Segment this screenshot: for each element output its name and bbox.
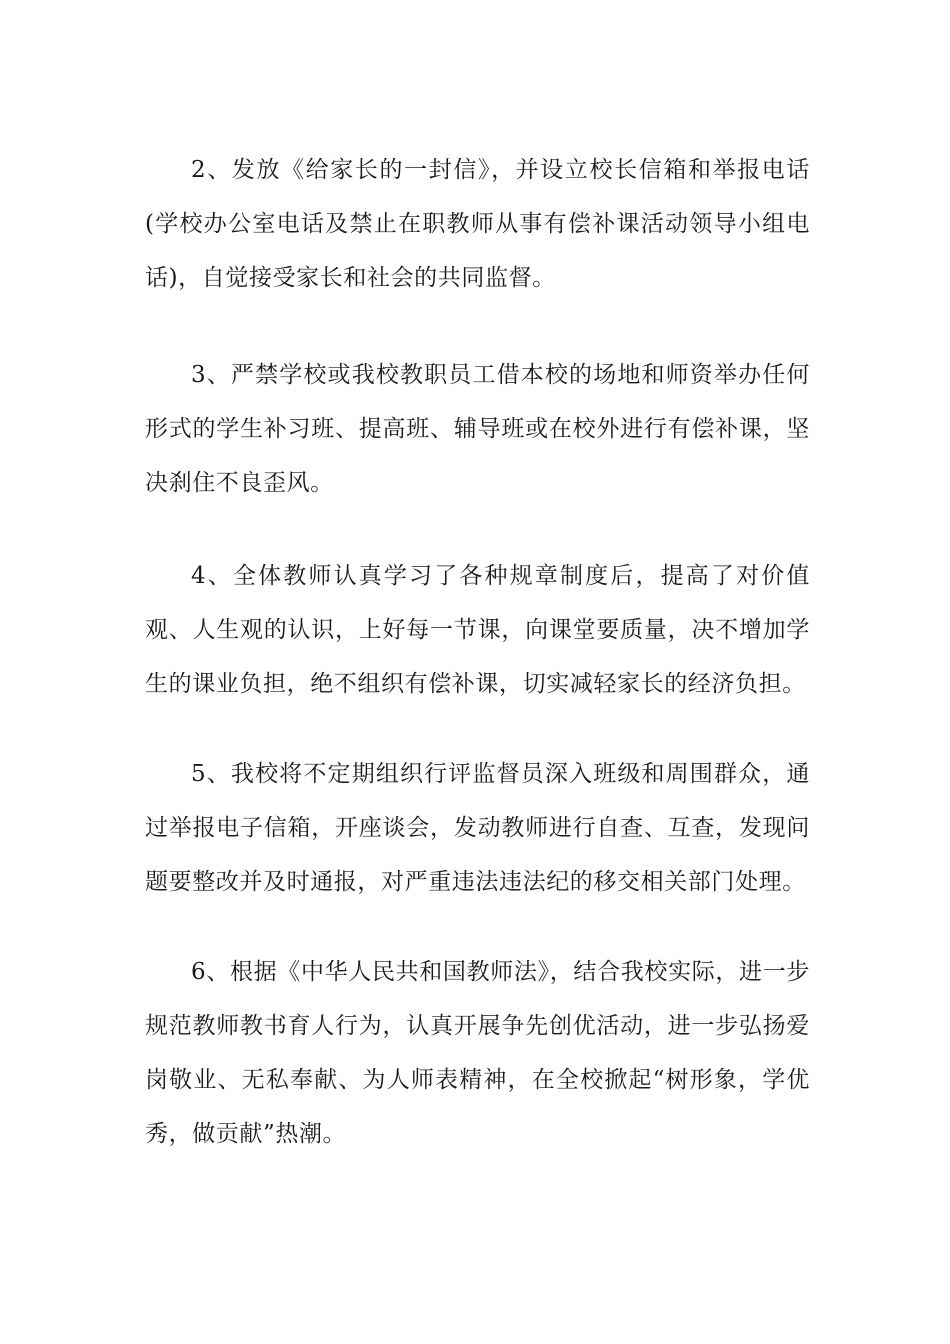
paragraph-item-5: 5、我校将不定期组织行评监督员深入班级和周围群众，通过举报电子信箱，开座谈会，发动教师进行自查、互查，发现问题要整改并及时通报，对严重违法违法纪的移交相关部门处理。: [145, 761, 810, 895]
paragraph-item-2: 2、发放《给家长的一封信》，并设立校长信箱和举报电话(学校办公室电话及禁止在职教师从事有偿补课活动领导小组电话)，自觉接受家长和社会的共同监督。: [145, 157, 810, 291]
paragraph-item-6: 6、根据《中华人民共和国教师法》，结合我校实际，进一步规范教师教书育人行为，认真开展争先创优活动，进一步弘扬爱岗敬业、无私奉献、为人师表精神，在全校掀起“树形象，学优秀，做贡献”热潮。: [145, 959, 810, 1147]
paragraph-item-3: 3、严禁学校或我校教职员工借本校的场地和师资举办任何形式的学生补习班、提高班、辅导班或在校外进行有偿补课，坚决刹住不良歪风。: [145, 362, 810, 496]
paragraph-item-4: 4、全体教师认真学习了各种规章制度后，提高了对价值观、人生观的认识，上好每一节课，向课堂要质量，决不增加学生的课业负担，绝不组织有偿补课，切实减轻家长的经济负担。: [145, 563, 810, 697]
